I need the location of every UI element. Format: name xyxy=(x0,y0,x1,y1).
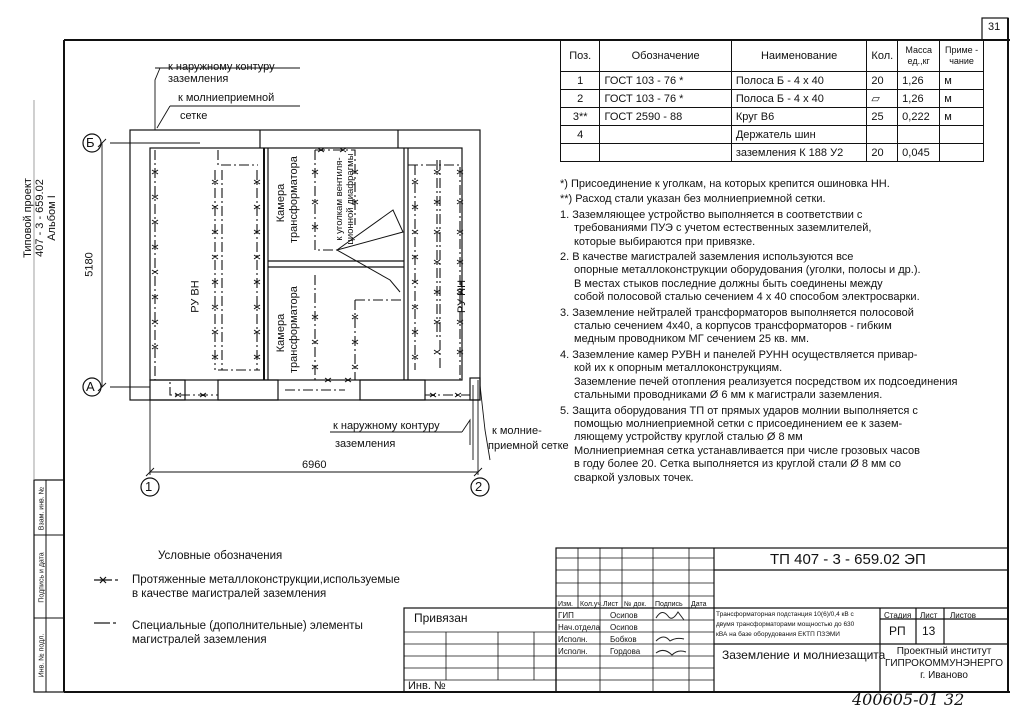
cell-pos: 2 xyxy=(561,90,600,108)
axis-label-2: 2 xyxy=(475,479,483,494)
cell-mass: 1,26 xyxy=(898,90,940,108)
cell-mass xyxy=(898,126,940,144)
legend-title: Условные обозначения xyxy=(158,550,283,562)
signer-role-1: ГИП xyxy=(558,611,574,620)
org-line-3: г. Иваново xyxy=(920,670,968,681)
signer-name-4: Гордова xyxy=(610,647,641,656)
side-box-vzam-inv: Взам. инв. № xyxy=(38,486,46,531)
notes-block xyxy=(560,178,990,485)
note-3-line-2: сталью сечением 4х40, а корпусов трансформаторов - гибким xyxy=(574,320,892,333)
note-footnote-2: **) Расход стали указан без молниеприемной сетки. xyxy=(560,193,826,206)
callout-bottom-outer-1: к наружному контуру xyxy=(333,420,440,432)
legend-item-2-line-1: Специальные (дополнительные) элементы xyxy=(132,620,363,632)
legend-item-1-line-2: в качестве магистралей заземления xyxy=(132,588,327,600)
cell-name: Полоса Б - 4 х 40 xyxy=(731,72,867,90)
table-row xyxy=(561,72,984,90)
cell-name: Полоса Б - 4 х 40 xyxy=(731,90,867,108)
col-qty: Кол. xyxy=(867,41,898,72)
cell-designation: ГОСТ 2590 - 88 xyxy=(600,108,731,126)
legend-item-1-line-1: Протяженные металлоконструкции,используемые xyxy=(132,574,400,586)
callout-bottom-lightning-2: приемной сетке xyxy=(488,440,569,452)
dimension-vertical: 5180 xyxy=(83,252,96,277)
cell-note xyxy=(940,144,984,162)
cell-pos xyxy=(561,144,600,162)
cell-mass: 0,045 xyxy=(898,144,940,162)
note-3-line-1: 3. Заземление нейтралей трансформаторов выполняется полосовой xyxy=(560,306,914,319)
side-stamp xyxy=(22,148,58,288)
rev-header-doc: № док. xyxy=(624,601,647,608)
table-row xyxy=(561,108,984,126)
note-3-line-3: медным проводником МГ сечением 25 кв. мм. xyxy=(574,333,810,346)
callout-bottom-lightning-1: к молние- xyxy=(492,425,542,437)
cell-note: м xyxy=(940,72,984,90)
note-2-line-3: В местах стыков последние должны быть соединены между xyxy=(574,277,883,290)
cell-pos: 4 xyxy=(561,126,600,144)
privyazan-label: Привязан xyxy=(414,611,468,625)
note-2-line-2: опорные металлоконструкции оборудования (уголки, полосы и др.). xyxy=(574,264,921,277)
cell-designation: ГОСТ 103 - 76 * xyxy=(600,90,731,108)
project-description xyxy=(716,610,854,640)
camera-top-line-2: трансформатора xyxy=(288,156,300,243)
legend-symbols xyxy=(94,577,118,623)
cell-designation xyxy=(600,126,731,144)
callout-top-outer-2: заземления xyxy=(168,73,229,85)
camera-top-line-1: Камера xyxy=(275,183,287,223)
camera-bottom-line-2: трансформатора xyxy=(288,286,300,373)
trunk-cross-marks xyxy=(152,148,463,397)
cell-qty: 20 xyxy=(867,144,898,162)
cell-mass: 0,222 xyxy=(898,108,940,126)
signer-name-1: Осипов xyxy=(610,611,638,620)
note-2-line-4: собой полосовой сталью сечением 4 х 40 способом электросварки. xyxy=(574,291,920,304)
note-5-line-3: ляющему устройству круглой сталью Ø 8 мм xyxy=(574,431,803,444)
note-4-line-4: стальными проводниками Ø 6 мм к магистрали заземления. xyxy=(574,389,883,402)
cell-designation xyxy=(600,144,731,162)
cell-mass: 1,26 xyxy=(898,72,940,90)
note-5-line-6: сваркой узловых точек. xyxy=(574,471,694,484)
callout-top-lightning-2: сетке xyxy=(180,110,208,122)
signatures xyxy=(656,612,686,655)
inv-no-label: Инв. № xyxy=(408,680,446,692)
signer-role-2: Нач.отдела xyxy=(558,623,601,632)
cell-qty: 20 xyxy=(867,72,898,90)
camera-bottom-line-1: Камера xyxy=(275,313,287,353)
stage-label: Стадия xyxy=(884,611,912,620)
organization xyxy=(880,646,1008,682)
diaphragm-note xyxy=(334,149,356,249)
cell-note: м xyxy=(940,108,984,126)
building-walls xyxy=(130,130,480,400)
cell-name: Круг В6 xyxy=(731,108,867,126)
grounding-trunks xyxy=(155,150,470,395)
sheet-label: Лист xyxy=(920,611,938,620)
signer-role-3: Исполн. xyxy=(558,635,588,644)
doc-code: ТП 407 - 3 - 659.02 ЭП xyxy=(770,551,926,568)
cell-designation: ГОСТ 103 - 76 * xyxy=(600,72,731,90)
cell-note: м xyxy=(940,90,984,108)
corner-sheet-number: 31 xyxy=(988,21,1001,33)
cell-name: заземления К 188 У2 xyxy=(731,144,867,162)
side-stamp-line-3: Альбом I xyxy=(46,195,58,241)
axis-label-b: Б xyxy=(86,135,95,150)
note-2-line-1: 2. В качестве магистралей заземления используются все xyxy=(560,251,854,264)
room-ru-nn: РУ НН xyxy=(456,279,469,314)
spec-header-row xyxy=(561,41,984,72)
cell-qty: 25 xyxy=(867,108,898,126)
signer-name-3: Бобков xyxy=(610,635,637,644)
rev-header-list: Лист xyxy=(603,601,619,608)
cell-note xyxy=(940,126,984,144)
cell-pos: 1 xyxy=(561,72,600,90)
note-4-line-2: кой их к опорным металлоконструкциям. xyxy=(574,362,783,375)
cell-pos: 3** xyxy=(561,108,600,126)
rev-header-izm: Изм. xyxy=(558,601,573,608)
sheet-value: 13 xyxy=(922,624,936,638)
side-box-inv-podl: Инв. № подл. xyxy=(38,633,46,678)
sheets-label: Листов xyxy=(950,611,976,620)
legend-item-2-line-2: магистралей заземления xyxy=(132,634,267,646)
axis-label-1: 1 xyxy=(145,479,153,494)
project-desc-line-1: Трансформаторная подстанция 10(6)/0,4 кВ с xyxy=(716,611,854,618)
note-footnote-1: *) Присоединение к уголкам, на которых крепится ошиновка НН. xyxy=(560,178,890,190)
table-row xyxy=(561,90,984,108)
rev-header-date: Дата xyxy=(691,601,707,608)
col-mass: Масса ед.,кг xyxy=(898,41,940,72)
org-line-1: Проектный институт xyxy=(896,646,992,657)
callout-top-outer-1: к наружному контуру xyxy=(168,61,275,73)
note-1-line-2: требованиями ПУЭ с учетом естественных заземлителей, xyxy=(574,222,872,235)
room-ru-vn: РУ ВН xyxy=(189,280,202,313)
col-pos: Поз. xyxy=(561,41,600,72)
side-stamp-line-1: Типовой проект xyxy=(22,178,34,258)
col-note: Приме - чание xyxy=(940,41,984,72)
table-row xyxy=(561,144,984,162)
axis-label-a: А xyxy=(86,379,95,394)
callout-top-lightning-1: к молниеприемной xyxy=(178,92,275,104)
signer-role-4: Исполн. xyxy=(558,647,588,656)
org-line-2: ГИПРОКОММУНЭНЕРГО xyxy=(884,658,1004,669)
note-5-line-4: Молниеприемная сетка устанавливается при числе грозовых часов xyxy=(574,444,920,457)
project-desc-line-3: кВА на базе оборудования ЕКТП ПЗЭМИ xyxy=(716,631,840,638)
callout-bottom-outer-2: заземления xyxy=(335,438,396,450)
note-1-line-1: 1. Заземляющее устройство выполняется в соответствии с xyxy=(560,208,863,221)
project-desc-line-2: двумя трансформаторами мощностью до 630 xyxy=(716,621,855,628)
diaphragm-note-line-2: ционной диафрагмы xyxy=(345,153,356,245)
cell-name: Держатель шин xyxy=(731,126,867,144)
side-box-signature-date: Подпись и дата xyxy=(38,552,46,603)
note-1-line-3: которые выбираются при привязке. xyxy=(574,235,756,248)
side-stamp-line-2: 407 - 3 - 659.02 xyxy=(34,179,46,257)
rev-header-kol: Кол.уч. xyxy=(580,601,603,608)
note-5-line-1: 5. Защита оборудования ТП от прямых ударов молнии выполняется с xyxy=(560,404,918,417)
cell-qty xyxy=(867,126,898,144)
col-designation: Обозначение xyxy=(600,41,731,72)
stage-value: РП xyxy=(889,624,906,638)
note-4-line-1: 4. Заземление камер РУВН и панелей РУНН осуществляется привар- xyxy=(560,348,918,361)
room-camera-top xyxy=(275,156,301,243)
cell-qty: ▱ xyxy=(867,90,898,108)
note-5-line-5: в году более 20. Сетка выполняется из круглой стали Ø 8 мм со xyxy=(574,458,901,471)
table-row xyxy=(561,126,984,144)
dimension-horizontal: 6960 xyxy=(302,459,327,471)
handwritten-code: 400605-01 32 xyxy=(852,690,965,709)
room-camera-bottom xyxy=(275,286,301,373)
note-5-line-2: помощью молниеприемной сетки с присоединением ее к зазем- xyxy=(574,417,903,430)
drawing-title: Заземление и молниезащита xyxy=(722,648,886,662)
spec-table xyxy=(560,40,984,162)
signer-name-2: Осипов xyxy=(610,623,638,632)
col-name: Наименование xyxy=(731,41,867,72)
diaphragm-note-line-1: к уголкам вентиля- xyxy=(334,157,345,241)
rev-header-sign: Подпись xyxy=(655,601,683,608)
note-4-line-3: Заземление печей отопления реализуется посредством их подсоединения xyxy=(574,375,958,388)
